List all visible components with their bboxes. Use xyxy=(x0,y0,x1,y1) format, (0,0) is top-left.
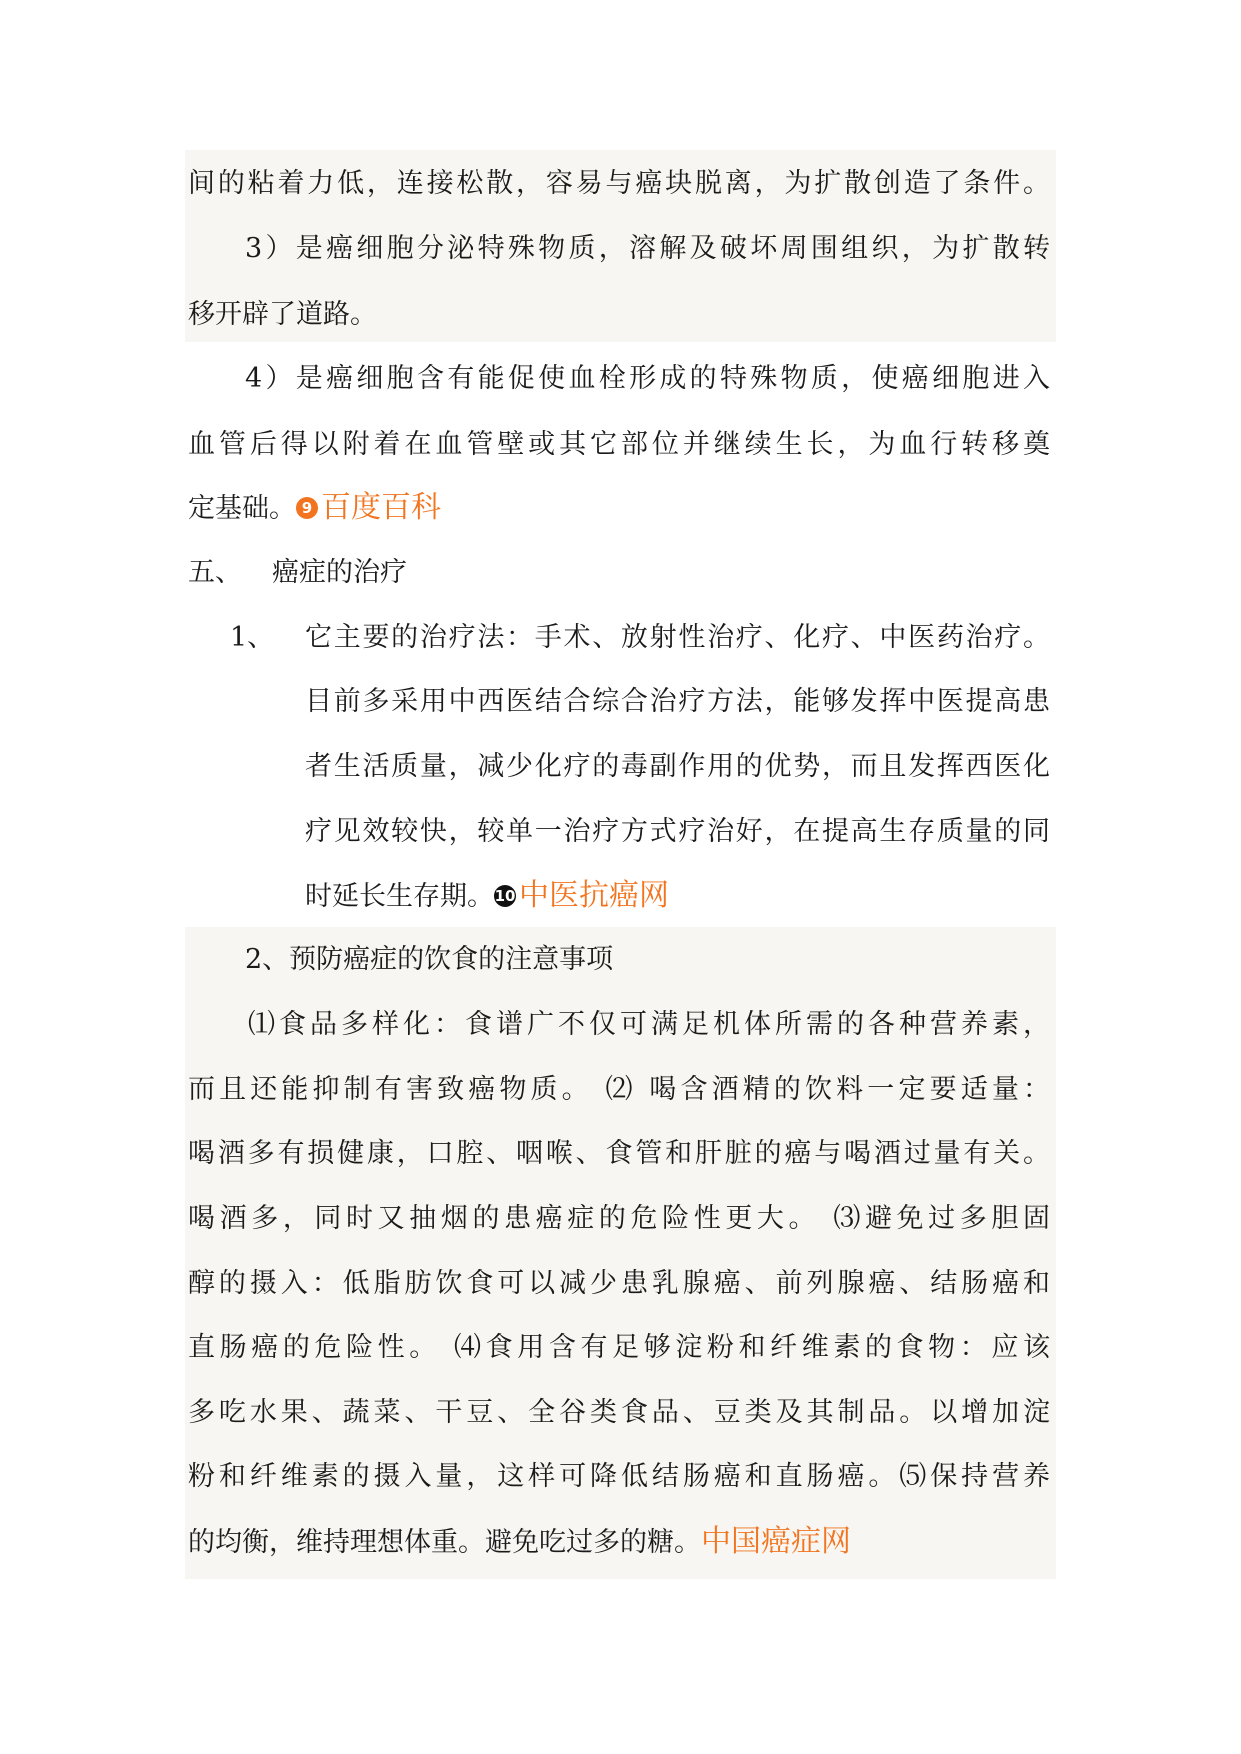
reference-number-icon: 10 xyxy=(494,887,516,905)
section-number: 五、 xyxy=(188,557,242,588)
text-line-with-reference xyxy=(188,488,1241,529)
reference-link-baidu[interactable]: 百度百科 xyxy=(321,490,441,525)
text-line: 喝酒多有损健康，口腔、咽喉、食管和肝脏的癌与喝酒过量有关。 xyxy=(188,1138,1050,1169)
text-line: 醇的摄入：低脂肪饮食可以减少患乳腺癌、前列腺癌、结肠癌和 xyxy=(188,1268,1050,1299)
text-line: 多吃水果、蔬菜、干豆、全谷类食品、豆类及其制品。以增加淀 xyxy=(188,1397,1050,1428)
section-title: 癌症的治疗 xyxy=(272,557,407,588)
text-line: 喝酒多，同时又抽烟的患癌症的危险性更大。 ⑶避免过多胆固 xyxy=(188,1203,1050,1234)
reference-link-tcm[interactable]: 中医抗癌网 xyxy=(519,878,669,913)
text-line-with-reference xyxy=(305,876,1241,917)
text-line: 血管后得以附着在血管壁或其它部位并继续生长，为血行转移奠 xyxy=(188,429,1050,460)
text-fragment: 的均衡，维持理想体重。避免吃过多的糖。 xyxy=(188,1527,701,1558)
text-line-with-reference xyxy=(188,1522,1241,1563)
text-line: 疗见效较快，较单一治疗方式疗治好，在提高生存质量的同 xyxy=(305,816,1050,847)
text-line: 直肠癌的危险性。 ⑷食用含有足够淀粉和纤维素的食物：应该 xyxy=(188,1332,1050,1363)
subheading: 2、预防癌症的饮食的注意事项 xyxy=(245,944,614,975)
text-fragment: 定基础。 xyxy=(188,493,296,524)
reference-link-china-cancer[interactable]: 中国癌症网 xyxy=(701,1524,851,1559)
text-line: 它主要的治疗法：手术、放射性治疗、化疗、中医药治疗。 xyxy=(305,622,1050,653)
text-line: 粉和纤维素的摄入量，这样可降低结肠癌和直肠癌。⑸保持营养 xyxy=(188,1461,1050,1492)
section-heading xyxy=(188,553,1241,593)
text-line: ⑴食品多样化：食谱广不仅可满足机体所需的各种营养素， xyxy=(248,1009,1050,1040)
text-line: 4）是癌细胞含有能促使血栓形成的特殊物质，使癌细胞进入 xyxy=(245,363,1050,394)
reference-number-icon: 9 xyxy=(296,497,318,519)
text-line: 移开辟了道路。 xyxy=(188,299,377,330)
text-fragment: 时延长生存期。 xyxy=(305,881,494,912)
text-line: 3）是癌细胞分泌特殊物质，溶解及破坏周围组织，为扩散转 xyxy=(245,233,1050,264)
text-line: 目前多采用中西医结合综合治疗方法，能够发挥中医提高患 xyxy=(305,686,1050,717)
text-line: 间的粘着力低，连接松散，容易与癌块脱离，为扩散创造了条件。 xyxy=(188,168,1050,199)
text-line: 而且还能抑制有害致癌物质。 ⑵ 喝含酒精的饮料一定要适量： xyxy=(188,1074,1050,1105)
text-line: 者生活质量，减少化疗的毒副作用的优势，而且发挥西医化 xyxy=(305,751,1050,782)
list-item-number: 1、 xyxy=(230,622,275,653)
